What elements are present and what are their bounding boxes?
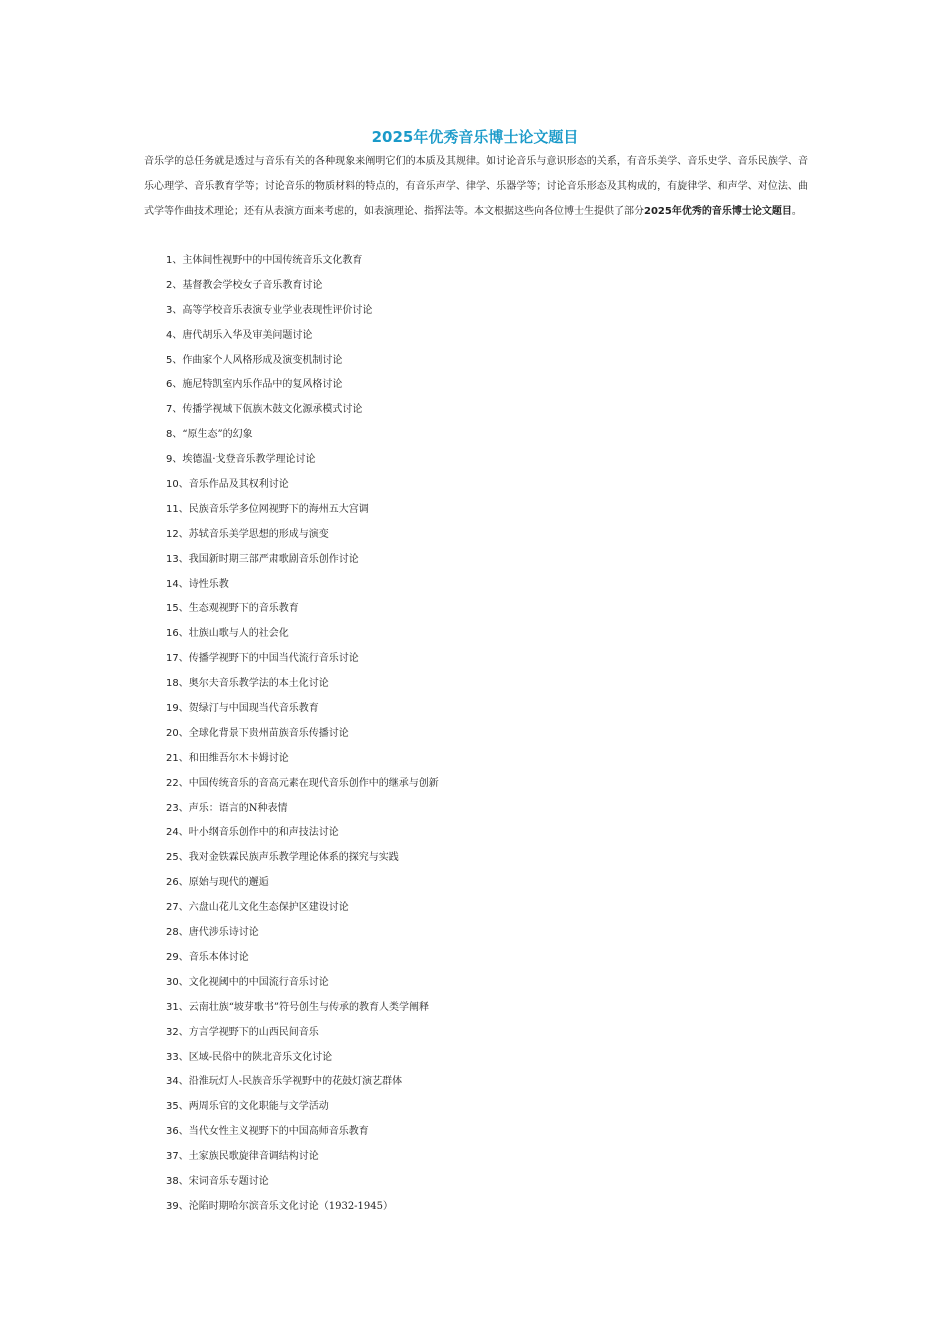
list-item-text: 主体间性视野中的中国传统音乐文化教育 xyxy=(182,255,363,266)
list-item-text: 我对金铁霖民族声乐教学理论体系的探究与实践 xyxy=(188,852,399,864)
list-item-number: 20 xyxy=(166,727,179,739)
list-item: 13、我国新时期三部严肃歌剧音乐创作讨论 xyxy=(166,553,359,565)
list-item-number: 1 xyxy=(166,255,173,266)
list-item: 15、生态观视野下的音乐教育 xyxy=(166,603,299,615)
list-item: 23、声乐：语言的N种表情 xyxy=(166,802,288,814)
list-item-number: 11 xyxy=(166,503,179,515)
list-item: 11、民族音乐学多位网视野下的海州五大宫调 xyxy=(166,503,369,515)
list-item: 34、沿淮玩灯人-民族音乐学视野中的花鼓灯演艺群体 xyxy=(166,1076,403,1088)
list-item-number: 21 xyxy=(166,752,179,764)
list-item-number: 12 xyxy=(166,528,179,540)
list-item: 17、传播学视野下的中国当代流行音乐讨论 xyxy=(166,653,359,665)
list-item-text: 方言学视野下的山西民间音乐 xyxy=(188,1026,319,1038)
list-item: 9、埃德温·戈登音乐教学理论讨论 xyxy=(166,454,316,466)
list-item: 38、宋词音乐专题讨论 xyxy=(166,1175,269,1187)
list-item-number: 26 xyxy=(166,877,179,889)
list-item-number: 29 xyxy=(166,951,179,963)
list-item-text: 区域-民俗中的陕北音乐文化讨论 xyxy=(188,1051,333,1063)
list-item: 36、当代女性主义视野下的中国高师音乐教育 xyxy=(166,1126,369,1138)
intro-end: 。 xyxy=(791,206,802,217)
list-item-text: 宋词音乐专题讨论 xyxy=(188,1175,269,1187)
list-item: 7、传播学视域下佤族木鼓文化源承模式讨论 xyxy=(166,404,363,416)
list-item-number: 23 xyxy=(166,802,179,814)
list-item: 3、高等学校音乐表演专业学业表现性评价讨论 xyxy=(166,304,373,316)
list-item-text: 叶小纲音乐创作中的和声技法讨论 xyxy=(188,827,339,839)
list-item: 22、中国传统音乐的音高元素在现代音乐创作中的继承与创新 xyxy=(166,777,439,789)
list-item-number: 36 xyxy=(166,1126,179,1138)
list-item: 18、奥尔夫音乐教学法的本土化讨论 xyxy=(166,678,329,690)
intro-bold-text: 2025年优秀的音乐博士论文题目 xyxy=(644,206,792,217)
list-item-number: 22 xyxy=(166,777,179,789)
list-item-text: 埃德温·戈登音乐教学理论讨论 xyxy=(182,454,316,466)
list-item-text: 贺绿汀与中国现当代音乐教育 xyxy=(188,703,319,715)
list-item: 29、音乐本体讨论 xyxy=(166,951,249,963)
list-item-number: 18 xyxy=(166,678,179,690)
list-item: 4、唐代胡乐入华及审美问题讨论 xyxy=(166,329,313,341)
list-item: 24、叶小纲音乐创作中的和声技法讨论 xyxy=(166,827,339,839)
list-item-number: 28 xyxy=(166,927,179,939)
list-item-text: 唐代涉乐诗讨论 xyxy=(188,927,259,939)
list-item-text: 当代女性主义视野下的中国高师音乐教育 xyxy=(188,1126,369,1138)
page-title: 2025年优秀音乐博士论文题目 xyxy=(371,128,579,146)
list-item-number: 33 xyxy=(166,1051,179,1063)
list-item-text: 土家族民歌旋律音调结构讨论 xyxy=(188,1151,319,1163)
list-item-text: 云南壮族“坡芽歌书”符号创生与传承的教育人类学阐释 xyxy=(188,1001,429,1013)
list-item: 10、音乐作品及其权利讨论 xyxy=(166,479,289,491)
list-item-text: 六盘山花儿文化生态保护区建设讨论 xyxy=(188,902,349,914)
list-item-text: 唐代胡乐入华及审美问题讨论 xyxy=(182,329,313,341)
list-item: 26、原始与现代的邂逅 xyxy=(166,877,269,889)
list-item: 14、诗性乐教 xyxy=(166,578,229,590)
list-item-text: 诗性乐教 xyxy=(188,578,229,590)
list-item: 8、“原生态”的幻象 xyxy=(166,429,253,441)
list-item-text: 全球化背景下贵州苗族音乐传播讨论 xyxy=(188,727,349,739)
intro-text: 音乐学的总任务就是透过与音乐有关的各种现象来阐明它们的本质及其规律。如讨论音乐与意识形态的关系，有音乐美学、音乐史学、音乐民族学、音乐心理学、音乐教育学等；讨论音乐的物质材料的特点的，有音乐声学、律学、乐器学等；讨论音乐形态及其构成的，有旋律学、和声学、对位法、曲式学等作曲技术理论；还有从表演方面来考虑的，如表演理论、指挥法等。本文根据这些向各位博士生提供了部分 xyxy=(144,156,808,217)
list-item: 37、土家族民歌旋律音调结构讨论 xyxy=(166,1151,319,1163)
list-item-number: 10 xyxy=(166,479,179,491)
list-item-text: 基督教会学校女子音乐教育讨论 xyxy=(182,279,323,291)
list-item: 12、苏轼音乐美学思想的形成与演变 xyxy=(166,528,329,540)
list-item-number: 30 xyxy=(166,976,179,988)
list-item: 27、六盘山花儿文化生态保护区建设讨论 xyxy=(166,902,349,914)
list-item-text: 声乐：语言的N种表情 xyxy=(188,802,288,814)
list-item-number: 24 xyxy=(166,827,179,839)
list-item-text: 原始与现代的邂逅 xyxy=(188,877,269,889)
list-item-number: 37 xyxy=(166,1151,179,1163)
topic-list xyxy=(166,249,806,1220)
list-item-text: “原生态”的幻象 xyxy=(182,429,253,441)
list-item-text: 沿淮玩灯人-民族音乐学视野中的花鼓灯演艺群体 xyxy=(188,1076,403,1088)
list-item: 21、和田维吾尔木卡姆讨论 xyxy=(166,752,289,764)
list-item: 1、主体间性视野中的中国传统音乐文化教育 xyxy=(166,255,363,266)
list-item-number: 9 xyxy=(166,454,173,466)
list-item-text: 生态观视野下的音乐教育 xyxy=(188,603,299,615)
list-item: 31、云南壮族“坡芽歌书”符号创生与传承的教育人类学阐释 xyxy=(166,1001,429,1013)
list-item-number: 6 xyxy=(166,379,173,391)
list-item: 35、两周乐官的文化职能与文学活动 xyxy=(166,1101,329,1113)
list-item-number: 16 xyxy=(166,628,179,640)
list-item-number: 31 xyxy=(166,1001,179,1013)
list-item: 20、全球化背景下贵州苗族音乐传播讨论 xyxy=(166,727,349,739)
list-item: 28、唐代涉乐诗讨论 xyxy=(166,927,259,939)
list-item-number: 35 xyxy=(166,1101,179,1113)
list-item-text: 传播学视域下佤族木鼓文化源承模式讨论 xyxy=(182,404,363,416)
list-item: 33、区域-民俗中的陕北音乐文化讨论 xyxy=(166,1051,333,1063)
list-item-number: 8 xyxy=(166,429,173,441)
list-item-text: 传播学视野下的中国当代流行音乐讨论 xyxy=(188,653,359,665)
list-item-text: 音乐本体讨论 xyxy=(188,951,249,963)
list-item-text: 作曲家个人风格形成及演变机制讨论 xyxy=(182,354,343,366)
list-item-number: 32 xyxy=(166,1026,179,1038)
list-item-number: 14 xyxy=(166,578,179,590)
list-item-number: 4 xyxy=(166,329,173,341)
list-item-text: 我国新时期三部严肃歌剧音乐创作讨论 xyxy=(188,553,359,565)
list-item-number: 27 xyxy=(166,902,179,914)
list-item-text: 民族音乐学多位网视野下的海州五大宫调 xyxy=(188,503,369,515)
list-item-number: 34 xyxy=(166,1076,179,1088)
list-item: 6、施尼特凯室内乐作品中的复风格讨论 xyxy=(166,379,343,391)
list-item-number: 17 xyxy=(166,653,179,665)
list-item-number: 19 xyxy=(166,703,179,715)
list-item-text: 苏轼音乐美学思想的形成与演变 xyxy=(188,528,329,540)
list-item-number: 25 xyxy=(166,852,179,864)
list-item-text: 中国传统音乐的音高元素在现代音乐创作中的继承与创新 xyxy=(188,777,439,789)
list-item-number: 3 xyxy=(166,304,173,316)
list-item: 32、方言学视野下的山西民间音乐 xyxy=(166,1026,319,1038)
list-item-number: 5 xyxy=(166,354,173,366)
list-item-text: 施尼特凯室内乐作品中的复风格讨论 xyxy=(182,379,343,391)
list-item-text: 高等学校音乐表演专业学业表现性评价讨论 xyxy=(182,304,373,316)
list-item-number: 13 xyxy=(166,553,179,565)
list-item-number: 39 xyxy=(166,1200,179,1212)
list-item-number: 15 xyxy=(166,603,179,615)
list-item-text: 奥尔夫音乐教学法的本土化讨论 xyxy=(188,678,329,690)
list-item-text: 壮族山歌与人的社会化 xyxy=(188,628,289,640)
list-item-number: 7 xyxy=(166,404,173,416)
list-item-text: 文化视阈中的中国流行音乐讨论 xyxy=(188,976,329,988)
list-item: 25、我对金铁霖民族声乐教学理论体系的探究与实践 xyxy=(166,852,399,864)
list-item: 2、基督教会学校女子音乐教育讨论 xyxy=(166,279,323,291)
list-item: 16、壮族山歌与人的社会化 xyxy=(166,628,289,640)
list-item-number: 2 xyxy=(166,279,173,291)
list-item: 5、作曲家个人风格形成及演变机制讨论 xyxy=(166,354,343,366)
list-item: 39、沦陷时期哈尔滨音乐文化讨论（1932-1945） xyxy=(166,1200,394,1212)
list-item-text: 沦陷时期哈尔滨音乐文化讨论（1932-1945） xyxy=(188,1200,394,1212)
intro-paragraph xyxy=(144,149,808,224)
list-item: 30、文化视阈中的中国流行音乐讨论 xyxy=(166,976,329,988)
list-item-text: 两周乐官的文化职能与文学活动 xyxy=(188,1101,329,1113)
list-item: 19、贺绿汀与中国现当代音乐教育 xyxy=(166,703,319,715)
list-item-number: 38 xyxy=(166,1175,179,1187)
list-item-text: 音乐作品及其权利讨论 xyxy=(188,479,289,491)
list-item-text: 和田维吾尔木卡姆讨论 xyxy=(188,752,289,764)
